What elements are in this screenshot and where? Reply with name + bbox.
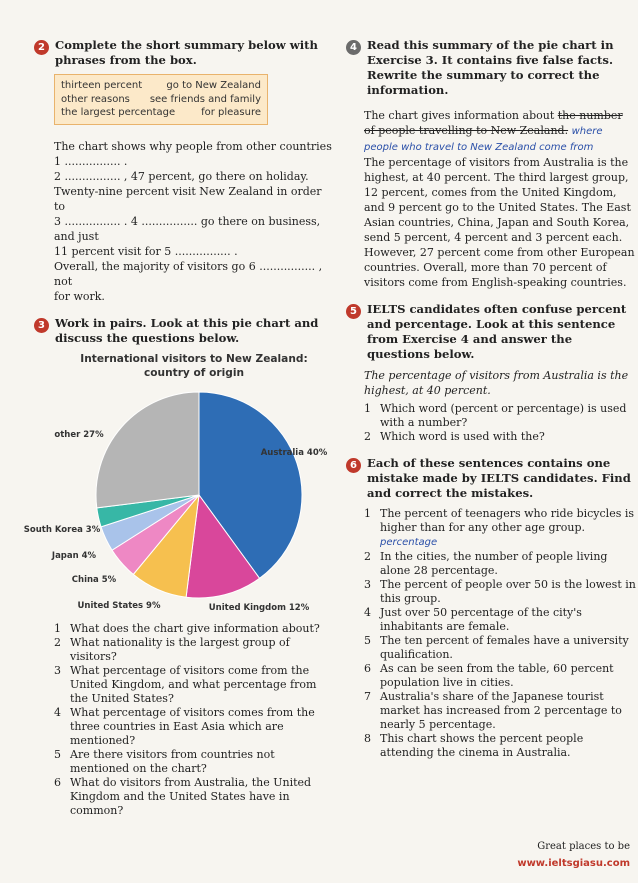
summary-line: The chart shows why people from other countries [54, 139, 332, 153]
exercise-title: Read this summary of the pie chart in Exercise 3. It contains five false facts. Rewrite the summary to correct the information. [367, 38, 614, 97]
exercise-5 [346, 302, 636, 444]
list-item: 4 Just over 50 percentage of the city's inhabitants are female. [364, 606, 582, 633]
summary-line: for work. [54, 289, 105, 303]
list-item: 5 The ten percent of females have a university qualification. [364, 634, 629, 661]
exercise-title: Each of these sentences contains one mistake made by IELTS candidates. Find and correct the mistakes. [367, 456, 631, 500]
chart-title: International visitors to New Zealand: country of origin [80, 352, 308, 379]
list-item: 2 Which word is used with the? [364, 430, 545, 443]
label-uk: United Kingdom 12% [208, 602, 310, 613]
summary-line: 2 ................ , 47 percent, go there on holiday. [54, 169, 309, 183]
exercise-2 [34, 38, 334, 304]
label-china: China 5% [71, 574, 117, 585]
list-item: 3 What percentage of visitors come from the United Kingdom, and what percentage from the United States? [54, 663, 317, 705]
exercise-number-badge: 6 [346, 458, 361, 473]
phrase: see friends and family [149, 93, 261, 105]
summary-line: 11 percent visit for 5 ................ . [54, 244, 238, 258]
pie-slice-other [96, 392, 199, 508]
phrase: thirteen percent [61, 80, 143, 91]
struck-text: the number of people travelling to New Zealand. [364, 109, 623, 137]
list-item: 6 What do visitors from Australia, the United Kingdom and the United States have in common? [54, 775, 312, 817]
label-japan: Japan 4% [51, 550, 97, 561]
footer-tagline: Great places to be [537, 841, 630, 852]
phrase: the largest percentage [61, 107, 176, 118]
exercise-number-badge: 4 [346, 40, 361, 55]
label-australia: Australia 40% [260, 447, 328, 458]
exercise-title: IELTS candidates often confuse percent and percentage. Look at this sentence from Exercise 4 and answer the questions below. [367, 302, 627, 361]
summary-line: 3 ................ . 4 ................ go there on business, and just [54, 214, 321, 243]
question-list [54, 622, 334, 818]
list-item: 1 Which word (percent or percentage) is used with a number? [364, 402, 627, 429]
summary-body: The percentage of visitors from Australia is the highest, at 40 percent. The third largest group, 12 percent, comes from the United Kingdom, and 9 percent go to the United States. The East Asian countries, China, Japan and South Korea, send 5 percent, 4 percent and 3 percent each. However, 27 percent come from other European countries. Overall, more than 70 percent of visitors come from English-speaking countries. [364, 156, 635, 289]
list-item: 1 The percent of teenagers who ride bicycles is higher than for any other age group. percentage [364, 507, 635, 548]
label-other: other 27% [54, 429, 104, 440]
pie-chart-svg [23, 380, 344, 620]
list-item: 8 This chart shows the percent people attending the cinema in Australia. [364, 732, 584, 759]
list-item: 7 Australia's share of the Japanese tourist market has increased from 2 percentage to nearly 5 percentage. [364, 690, 622, 731]
summary-line: 1 ................ . [54, 154, 128, 168]
summary-line: Twenty-nine percent visit New Zealand in order to [54, 184, 322, 213]
phrase: go to New Zealand [166, 80, 261, 91]
label-korea: South Korea 3% [23, 524, 101, 535]
list-item: 1 What does the chart give information about? [54, 621, 320, 635]
exercise-title: Complete the short summary below with phrases from the box. [55, 38, 318, 67]
exercise-4 [346, 38, 636, 290]
list-item: 3 The percent of people over 50 is the lowest in this group. [364, 578, 636, 605]
mistake-list [364, 507, 636, 760]
list-item: 2 What nationality is the largest group of visitors? [54, 635, 290, 663]
list-item: 2 In the cities, the number of people living alone 28 percentage. [364, 550, 608, 577]
summary-line: Overall, the majority of visitors go 6 ................ , not [54, 259, 323, 288]
left-column [23, 38, 334, 818]
exercise-3 [23, 315, 334, 818]
page-footer [517, 841, 630, 869]
list-item: 5 Are there visitors from countries not mentioned on the chart? [54, 747, 275, 775]
phrase: other reasons [61, 93, 130, 105]
exercise-number-badge: 3 [34, 318, 49, 333]
phrase-box [54, 74, 268, 125]
footer-url[interactable]: www.ieltsgiasu.com [517, 858, 630, 869]
exercise-number-badge: 2 [34, 40, 49, 55]
exercise-6 [346, 456, 636, 760]
handwritten-note: percentage [380, 537, 438, 548]
label-us: United States 9% [77, 600, 161, 611]
list-item: 4 What percentage of visitors comes from the three countries in East Asia which are mentioned? [54, 705, 315, 747]
list-item: 6 As can be seen from the table, 60 percent population live in cities. [364, 662, 614, 689]
exercise-title: Work in pairs. Look at this pie chart and discuss the questions below. [55, 315, 319, 345]
exercise-number-badge: 5 [346, 304, 361, 319]
handwritten-note: where people who travel to New Zealand come from [364, 126, 603, 153]
pie-chart [23, 352, 354, 622]
summary-text: The chart gives information about the number of people travelling to New Zealand. where people who travel to New Zealand come from The percentage of visitors from Australia is the highest, at 40 percent. The third largest group, 12 percent, comes from the United Kingdom, and 9 percent go to the United States. The East Asian countries, China, Japan and South Korea, send 5 percent, 4 percent and 3 percent each. However, 27 percent come from other European countries. Overall, more than 70 percent of visitors come from English-speaking countries. [364, 109, 635, 289]
example-sentence: The percentage of visitors from Australia is the highest, at 40 percent. [364, 369, 629, 397]
question-list [364, 402, 636, 444]
summary-text [54, 139, 334, 304]
right-column [346, 38, 636, 760]
phrase: for pleasure [201, 107, 261, 118]
